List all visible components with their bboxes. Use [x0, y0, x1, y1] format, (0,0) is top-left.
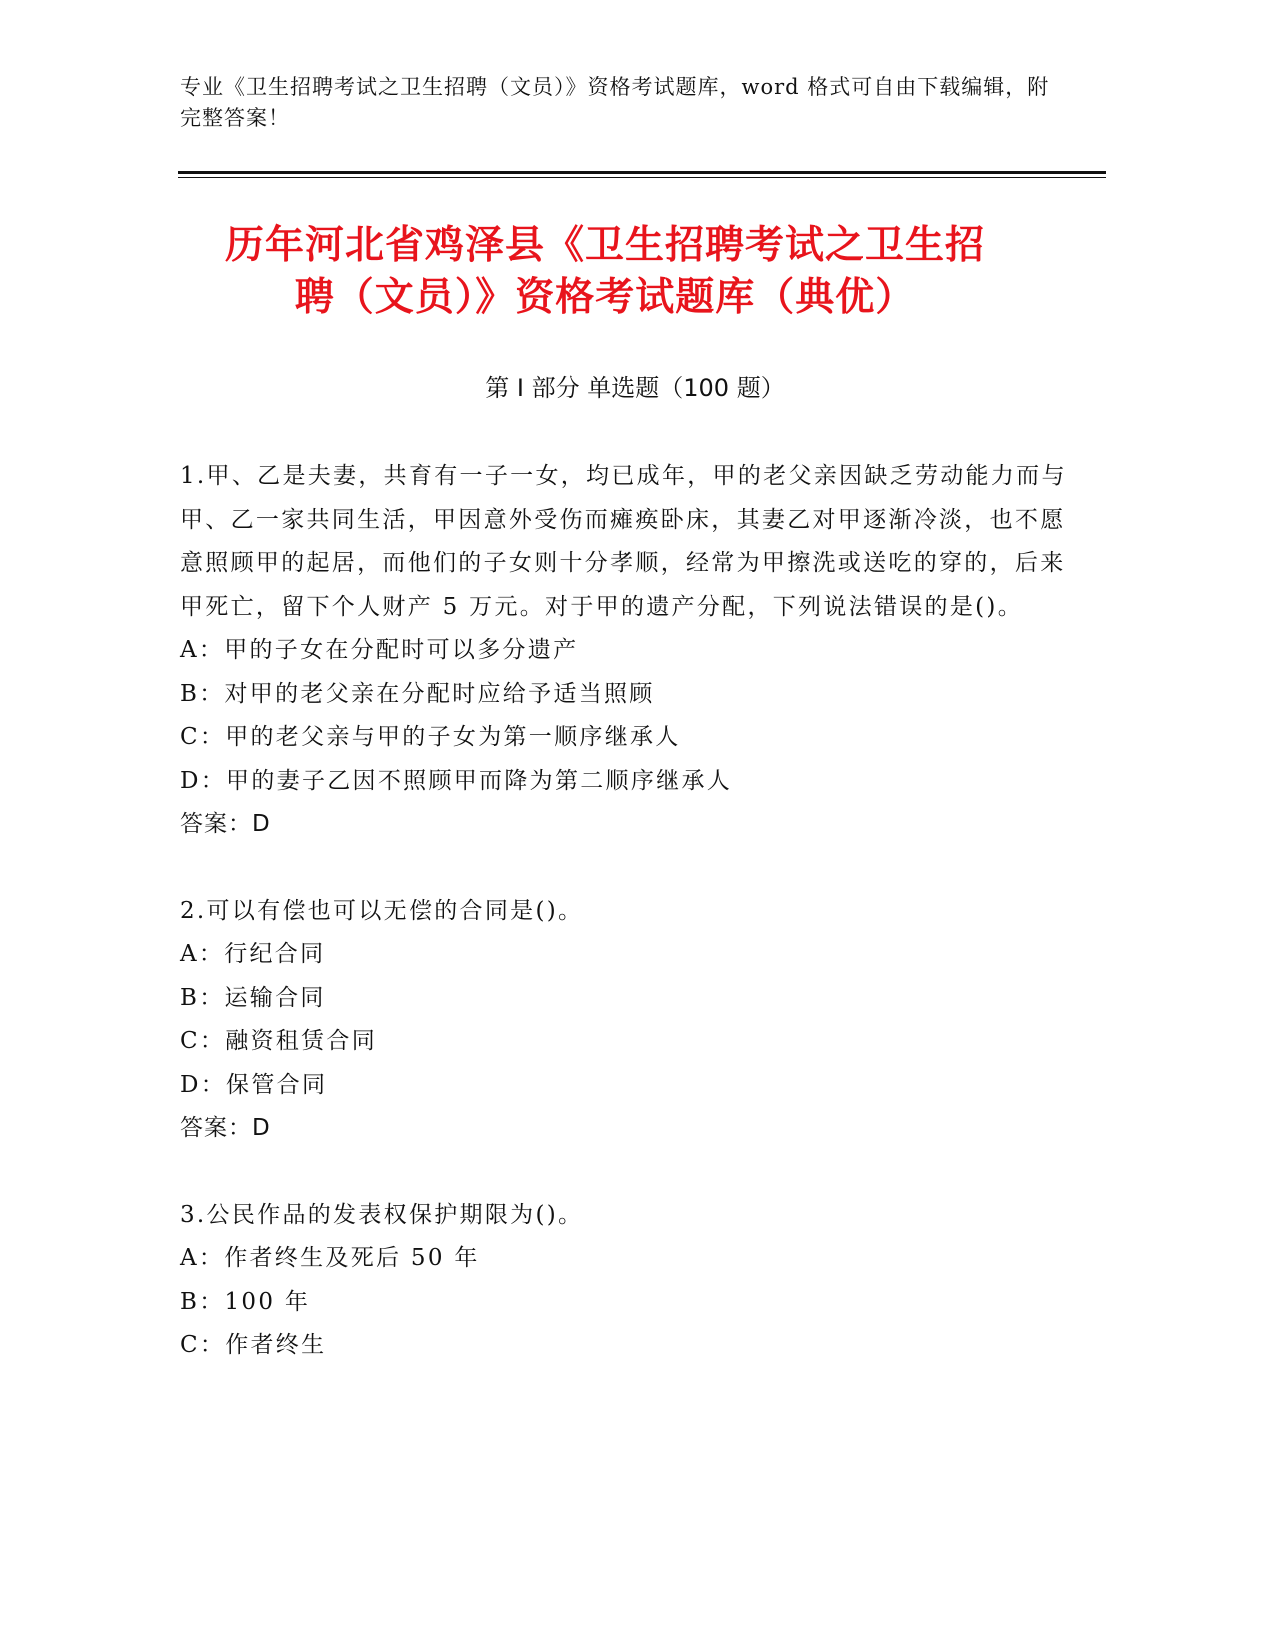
question-list: [180, 455, 1080, 1368]
header-note: 专业《卫生招聘考试之卫生招聘（文员）》资格考试题库，word 格式可自由下载编辑，附完整答案！: [180, 75, 1050, 130]
document-title-line-2: 聘（文员）》资格考试题库（典优）: [294, 275, 916, 320]
option-b: B：100 年: [180, 1288, 311, 1315]
header-rule-thin: [178, 177, 1106, 178]
document-title: [180, 220, 1030, 324]
answer-line: 答案：D: [180, 811, 271, 837]
option-a: A：行纪合同: [180, 941, 326, 967]
question-2: [180, 890, 1080, 1151]
option-d: D：甲的妻子乙因不照顾甲而降为第二顺序继承人: [180, 767, 733, 794]
option-a: A：作者终生及死后 50 年: [180, 1245, 480, 1271]
option-a: A：甲的子女在分配时可以多分遗产: [180, 637, 579, 663]
option-b: B：对甲的老父亲在分配时应给予适当照顾: [180, 680, 655, 707]
question-3: [180, 1194, 1080, 1368]
question-stem: 3.公民作品的发表权保护期限为()。: [180, 1201, 584, 1228]
question-stem: 1.甲、乙是夫妻，共育有一子一女，均已成年，甲的老父亲因缺乏劳动能力而与甲、乙一家共同生活，甲因意外受伤而瘫痪卧床，其妻乙对甲逐渐冷淡，也不愿意照顾甲的起居，而他们的子女则十分孝顺，经常为甲擦洗或送吃的穿的，后来甲死亡，留下个人财产 5 万元。对于甲的遗产分配，下列说法错误的是()。: [180, 463, 1067, 620]
header-rule-thick: [178, 171, 1106, 174]
section-heading: 第 I 部分 单选题（100 题）: [485, 374, 785, 402]
document-title-line-1: 历年河北省鸡泽县《卫生招聘考试之卫生招: [224, 223, 985, 268]
question-1: [180, 455, 1080, 847]
option-d: D：保管合同: [180, 1071, 328, 1098]
question-stem: 2.可以有偿也可以无偿的合同是()。: [180, 897, 584, 924]
answer-line: 答案：D: [180, 1115, 271, 1141]
option-c: C：甲的老父亲与甲的子女为第一顺序继承人: [180, 724, 681, 750]
option-c: C：融资租赁合同: [180, 1028, 377, 1054]
option-c: C：作者终生: [180, 1332, 327, 1358]
option-b: B：运输合同: [180, 984, 326, 1011]
